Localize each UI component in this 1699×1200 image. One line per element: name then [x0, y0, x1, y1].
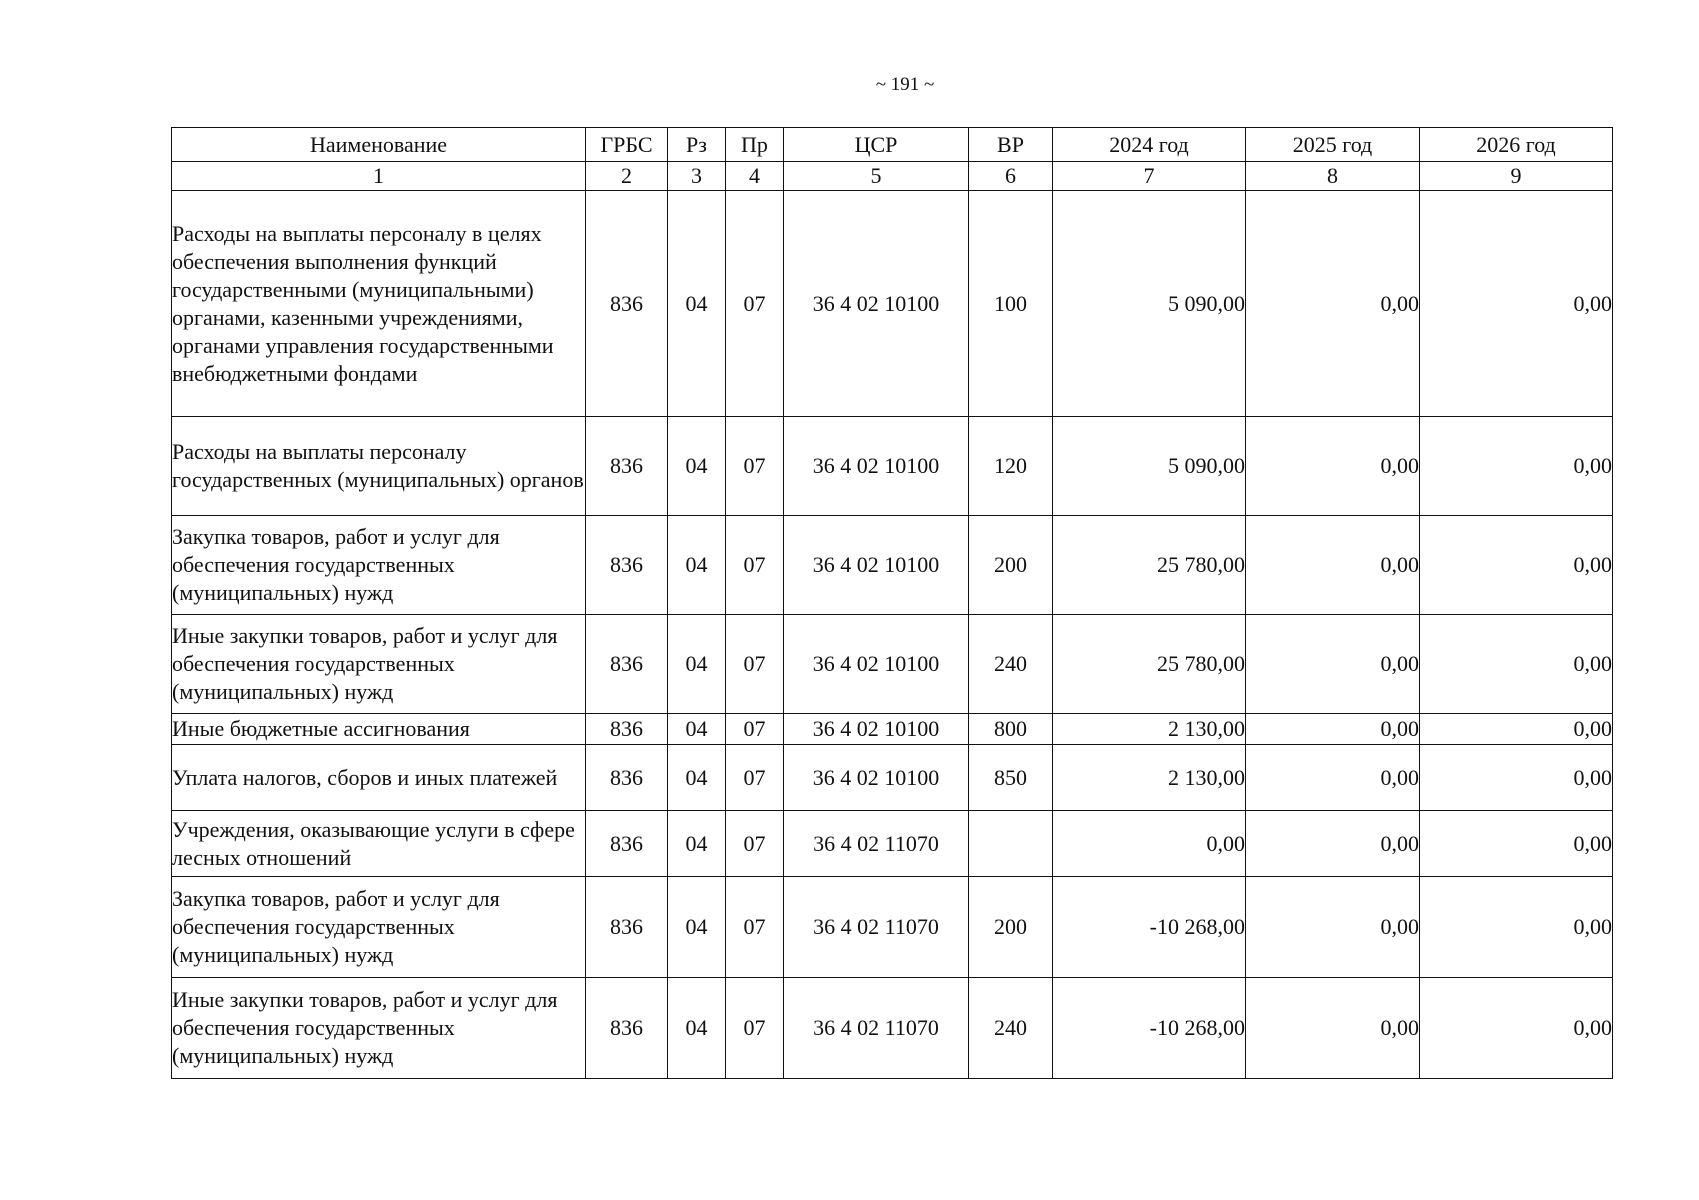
budget-table: [171, 127, 1613, 1079]
row-vr: 240: [969, 978, 1053, 1079]
row-vr: 200: [969, 516, 1053, 615]
row-grbs: 836: [586, 714, 668, 745]
row-pr: 07: [726, 417, 784, 516]
table-row: [172, 191, 1613, 417]
row-name: Уплата налогов, сборов и иных платежей: [172, 745, 586, 811]
row-2025: 0,00: [1246, 877, 1420, 978]
row-rz: 04: [668, 978, 726, 1079]
column-header-name: Наименование: [172, 128, 586, 162]
row-pr: 07: [726, 191, 784, 417]
column-number: 1: [172, 162, 586, 191]
column-number: 7: [1053, 162, 1246, 191]
column-header-rz: Рз: [668, 128, 726, 162]
row-name: Закупка товаров, работ и услуг для обеспечения государственных (муниципальных) нужд: [172, 516, 586, 615]
row-name: Иные закупки товаров, работ и услуг для обеспечения государственных (муниципальных) нужд: [172, 615, 586, 714]
row-grbs: 836: [586, 615, 668, 714]
row-csr: 36 4 02 10100: [784, 417, 969, 516]
row-grbs: 836: [586, 978, 668, 1079]
row-grbs: 836: [586, 417, 668, 516]
row-2024: 25 780,00: [1053, 516, 1246, 615]
column-header-vr: ВР: [969, 128, 1053, 162]
row-pr: 07: [726, 714, 784, 745]
table-row: [172, 877, 1613, 978]
row-2026: 0,00: [1420, 516, 1613, 615]
row-csr: 36 4 02 11070: [784, 978, 969, 1079]
row-csr: 36 4 02 10100: [784, 516, 969, 615]
row-rz: 04: [668, 811, 726, 877]
row-vr: 240: [969, 615, 1053, 714]
row-name: Расходы на выплаты персоналу в целях обеспечения выполнения функций государственными (муниципальными) органами, казенными учреждениями, органами управления государственными внебюджетными фондами: [172, 191, 586, 417]
column-number: 3: [668, 162, 726, 191]
row-csr: 36 4 02 11070: [784, 877, 969, 978]
row-2025: 0,00: [1246, 811, 1420, 877]
row-2025: 0,00: [1246, 978, 1420, 1079]
header-row: [172, 128, 1613, 162]
row-2024: -10 268,00: [1053, 978, 1246, 1079]
row-2025: 0,00: [1246, 745, 1420, 811]
row-pr: 07: [726, 811, 784, 877]
row-2026: 0,00: [1420, 745, 1613, 811]
table-row: [172, 978, 1613, 1079]
row-pr: 07: [726, 978, 784, 1079]
column-header-csr: ЦСР: [784, 128, 969, 162]
row-rz: 04: [668, 714, 726, 745]
row-csr: 36 4 02 10100: [784, 714, 969, 745]
row-2026: 0,00: [1420, 978, 1613, 1079]
row-rz: 04: [668, 191, 726, 417]
column-header-2026: 2026 год: [1420, 128, 1613, 162]
row-csr: 36 4 02 11070: [784, 811, 969, 877]
row-grbs: 836: [586, 745, 668, 811]
column-number: 2: [586, 162, 668, 191]
column-header-2024: 2024 год: [1053, 128, 1246, 162]
row-name: Иные закупки товаров, работ и услуг для обеспечения государственных (муниципальных) нужд: [172, 978, 586, 1079]
row-2025: 0,00: [1246, 417, 1420, 516]
row-rz: 04: [668, 615, 726, 714]
column-number: 8: [1246, 162, 1420, 191]
row-pr: 07: [726, 877, 784, 978]
row-vr: 800: [969, 714, 1053, 745]
row-2026: 0,00: [1420, 615, 1613, 714]
row-grbs: 836: [586, 516, 668, 615]
row-2026: 0,00: [1420, 714, 1613, 745]
column-header-pr: Пр: [726, 128, 784, 162]
row-name: Закупка товаров, работ и услуг для обеспечения государственных (муниципальных) нужд: [172, 877, 586, 978]
row-2025: 0,00: [1246, 714, 1420, 745]
table-row: [172, 811, 1613, 877]
table-row: [172, 417, 1613, 516]
row-rz: 04: [668, 745, 726, 811]
row-2026: 0,00: [1420, 877, 1613, 978]
row-csr: 36 4 02 10100: [784, 615, 969, 714]
table-row: [172, 745, 1613, 811]
row-grbs: 836: [586, 811, 668, 877]
row-rz: 04: [668, 417, 726, 516]
row-pr: 07: [726, 615, 784, 714]
row-2024: 5 090,00: [1053, 191, 1246, 417]
row-2025: 0,00: [1246, 191, 1420, 417]
row-2024: -10 268,00: [1053, 877, 1246, 978]
row-vr: 120: [969, 417, 1053, 516]
row-2024: 5 090,00: [1053, 417, 1246, 516]
row-name: Иные бюджетные ассигнования: [172, 714, 586, 745]
row-2024: 0,00: [1053, 811, 1246, 877]
row-vr: 200: [969, 877, 1053, 978]
row-vr: 100: [969, 191, 1053, 417]
column-number-row: [172, 162, 1613, 191]
row-rz: 04: [668, 877, 726, 978]
row-2024: 2 130,00: [1053, 745, 1246, 811]
row-name: Расходы на выплаты персоналу государственных (муниципальных) органов: [172, 417, 586, 516]
row-csr: 36 4 02 10100: [784, 745, 969, 811]
row-pr: 07: [726, 745, 784, 811]
row-2026: 0,00: [1420, 417, 1613, 516]
row-name: Учреждения, оказывающие услуги в сфере лесных отношений: [172, 811, 586, 877]
column-header-2025: 2025 год: [1246, 128, 1420, 162]
row-pr: 07: [726, 516, 784, 615]
page-number: ~ 191 ~: [875, 74, 935, 95]
row-rz: 04: [668, 516, 726, 615]
column-header-grbs: ГРБС: [586, 128, 668, 162]
column-number: 5: [784, 162, 969, 191]
column-number: 4: [726, 162, 784, 191]
row-2025: 0,00: [1246, 615, 1420, 714]
row-csr: 36 4 02 10100: [784, 191, 969, 417]
table-row: [172, 516, 1613, 615]
row-2024: 25 780,00: [1053, 615, 1246, 714]
row-grbs: 836: [586, 877, 668, 978]
row-grbs: 836: [586, 191, 668, 417]
row-vr: 850: [969, 745, 1053, 811]
row-2025: 0,00: [1246, 516, 1420, 615]
row-2026: 0,00: [1420, 191, 1613, 417]
column-number: 9: [1420, 162, 1613, 191]
table-row: [172, 714, 1613, 745]
row-2026: 0,00: [1420, 811, 1613, 877]
row-2024: 2 130,00: [1053, 714, 1246, 745]
column-number: 6: [969, 162, 1053, 191]
row-vr: [969, 811, 1053, 877]
table-row: [172, 615, 1613, 714]
